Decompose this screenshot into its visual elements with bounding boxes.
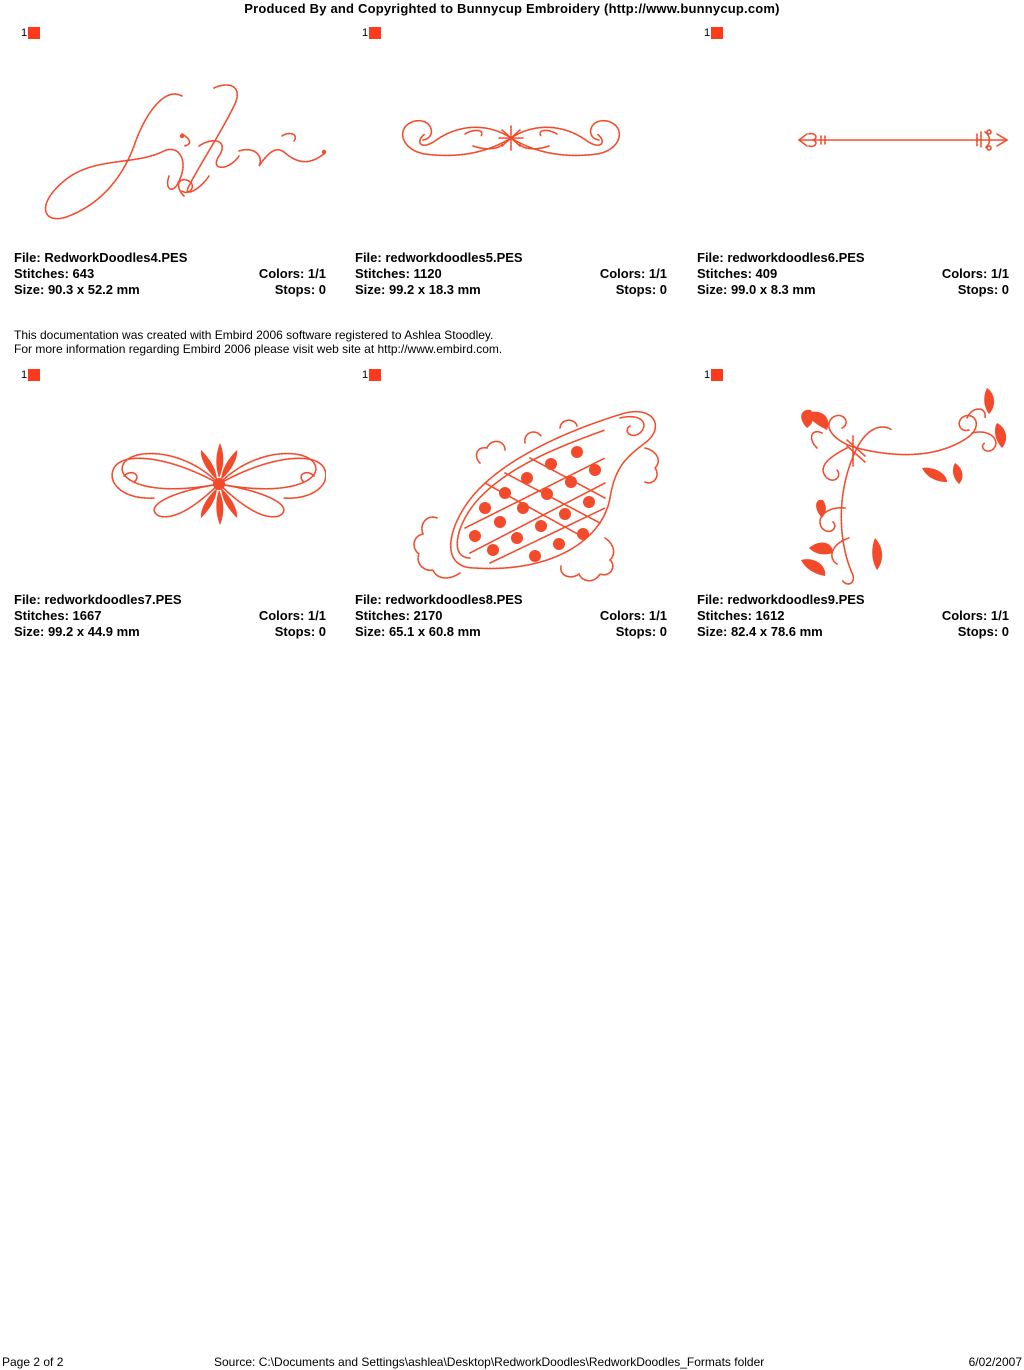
- stop-count: Stops: 0: [274, 624, 326, 639]
- software-note-line-1: This documentation was created with Embird 2006 software registered to Ashlea Stoodley.: [14, 328, 494, 342]
- design-size: Size: 99.2 x 18.3 mm: [355, 282, 481, 297]
- color-swatch: [369, 27, 381, 39]
- design-preview-scroll: [355, 46, 667, 256]
- color-swatch-row: [362, 368, 381, 382]
- swatch-number: 1: [704, 27, 711, 39]
- design-size: Size: 65.1 x 60.8 mm: [355, 624, 481, 639]
- file-name: File: redworkdoodles6.PES: [697, 250, 865, 265]
- file-name: File: redworkdoodles9.PES: [697, 592, 865, 607]
- design-info: [697, 250, 1009, 298]
- design-size: Size: 99.2 x 44.9 mm: [14, 624, 140, 639]
- color-swatch: [711, 27, 723, 39]
- design-info: [355, 250, 667, 298]
- stitch-count: Stitches: 2170: [355, 608, 443, 623]
- design-card: [355, 26, 667, 316]
- design-preview-arrow: [697, 46, 1009, 256]
- design-size: Size: 90.3 x 52.2 mm: [14, 282, 140, 297]
- file-name: File: redworkdoodles5.PES: [355, 250, 523, 265]
- design-card: [14, 368, 326, 658]
- color-swatch: [28, 369, 40, 381]
- software-note: [14, 328, 502, 356]
- stitch-count: Stitches: 643: [14, 266, 95, 281]
- color-count: Colors: 1/1: [599, 266, 667, 281]
- design-preview-bow: [14, 388, 326, 598]
- swatch-number: 1: [362, 27, 369, 39]
- color-swatch: [369, 369, 381, 381]
- file-name: File: redworkdoodles8.PES: [355, 592, 523, 607]
- design-size: Size: 99.0 x 8.3 mm: [697, 282, 816, 297]
- design-info: [355, 592, 667, 640]
- design-preview-love: [14, 46, 326, 256]
- color-swatch-row: [21, 368, 40, 382]
- software-note-line-2: For more information regarding Embird 2006 please visit web site at http://www.embird.com.: [14, 342, 503, 356]
- stop-count: Stops: 0: [957, 282, 1009, 297]
- design-size: Size: 82.4 x 78.6 mm: [697, 624, 823, 639]
- design-info: [14, 250, 326, 298]
- design-card: [697, 368, 1009, 658]
- swatch-number: 1: [21, 369, 28, 381]
- color-count: Colors: 1/1: [258, 266, 326, 281]
- color-count: Colors: 1/1: [941, 266, 1009, 281]
- stop-count: Stops: 0: [274, 282, 326, 297]
- design-card: [697, 26, 1009, 316]
- design-preview-paisley: [355, 388, 667, 598]
- color-count: Colors: 1/1: [941, 608, 1009, 623]
- color-swatch-row: [362, 26, 381, 40]
- page-header: Produced By and Copyrighted to Bunnycup Embroidery (http://www.bunnycup.com): [244, 1, 780, 16]
- color-swatch: [711, 369, 723, 381]
- swatch-number: 1: [21, 27, 28, 39]
- stop-count: Stops: 0: [615, 282, 667, 297]
- color-swatch-row: [704, 368, 723, 382]
- design-preview-corner: [697, 388, 1009, 598]
- file-name: File: RedworkDoodles4.PES: [14, 250, 188, 265]
- design-card: [14, 26, 326, 316]
- color-swatch-row: [704, 26, 723, 40]
- color-count: Colors: 1/1: [258, 608, 326, 623]
- source-path: Source: C:\Documents and Settings\ashlea\Desktop\RedworkDoodles\RedworkDoodles_Formats folder: [214, 1355, 765, 1369]
- stop-count: Stops: 0: [615, 624, 667, 639]
- color-count: Colors: 1/1: [599, 608, 667, 623]
- swatch-number: 1: [362, 369, 369, 381]
- stitch-count: Stitches: 409: [697, 266, 778, 281]
- design-info: [697, 592, 1009, 640]
- color-swatch-row: [21, 26, 40, 40]
- file-name: File: redworkdoodles7.PES: [14, 592, 182, 607]
- print-date: 6/02/2007: [968, 1355, 1022, 1369]
- color-swatch: [28, 27, 40, 39]
- stitch-count: Stitches: 1667: [14, 608, 102, 623]
- stitch-count: Stitches: 1612: [697, 608, 785, 623]
- design-card: [355, 368, 667, 658]
- stitch-count: Stitches: 1120: [355, 266, 442, 281]
- page-number: Page 2 of 2: [2, 1355, 64, 1369]
- design-info: [14, 592, 326, 640]
- stop-count: Stops: 0: [957, 624, 1009, 639]
- swatch-number: 1: [704, 369, 711, 381]
